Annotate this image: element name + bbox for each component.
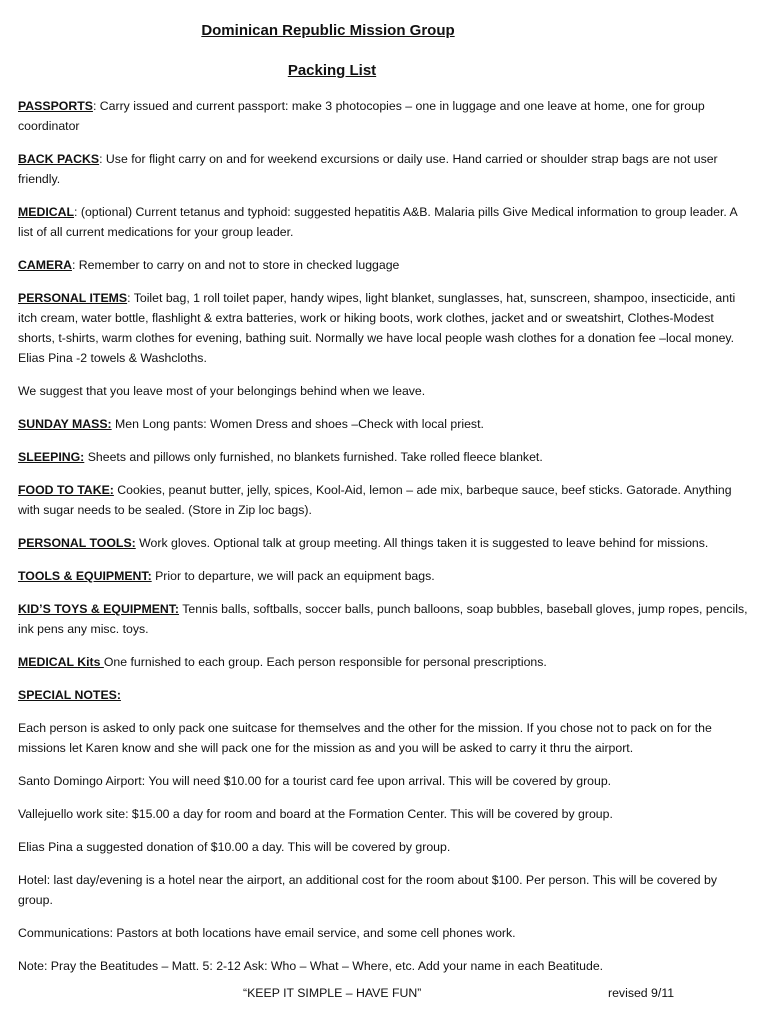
note-leave-belongings [18,381,753,401]
section-text: Communications: Pastors at both locations have email service, and some cell phones work. [18,926,516,940]
note-communications [18,923,753,943]
section-text: Cookies, peanut butter, jelly, spices, Kool-Aid, lemon – ade mix, barbeque sauce, beef sticks. Gatorade. Anything with sugar needs to be sealed. (Store in Zip loc bags). [18,483,732,517]
section-text: We suggest that you leave most of your belongings behind when we leave. [18,384,426,398]
section-food-to-take [18,480,753,520]
section-medical [18,202,753,242]
section-special-notes [18,685,753,705]
section-text: Men Long pants: Women Dress and shoes –Check with local priest. [111,417,484,431]
section-label: SUNDAY MASS: [18,417,112,431]
section-label: TOOLS & EQUIPMENT: [18,569,152,583]
section-label: SPECIAL NOTES: [18,688,121,702]
note-elias-pina [18,837,753,857]
section-sunday-mass [18,414,753,434]
section-label: PASSPORTS [18,99,93,113]
section-text: Elias Pina a suggested donation of $10.00 a day. This will be covered by group. [18,840,451,854]
section-label: PERSONAL ITEMS [18,291,128,305]
document-body [18,96,753,989]
section-text: : Use for flight carry on and for weekend excursions or daily use. Hand carried or shoulder strap bags are not user friendly. [18,152,718,186]
section-personal-tools [18,533,753,553]
section-label: PERSONAL TOOLS: [18,536,136,550]
section-personal-items [18,288,753,368]
section-label: CAMERA [18,258,72,272]
revision-note: revised 9/11 [608,986,675,1000]
section-text: : Toilet bag, 1 roll toilet paper, handy wipes, light blanket, sunglasses, hat, sunscreen, shampoo, insecticide, anti itch cream, water bottle, flashlight & extra batteries, work or hiking boots, work clothes, jacket and or sweatshirt, Clothes-Modest shorts, t-shirts, warm clothes for evening, bathing suit. Normally we have local people wash clothes for a donation fee –local money. Elias Pina -2 towels & Washcloths. [18,291,736,365]
footer-motto: “KEEP IT SIMPLE – HAVE FUN” [243,986,422,1000]
note-hotel [18,870,753,910]
section-back-packs [18,149,753,189]
section-label: MEDICAL [18,205,75,219]
section-text: One furnished to each group. Each person responsible for personal prescriptions. [103,655,547,669]
section-label: FOOD TO TAKE: [18,483,114,497]
section-text: Santo Domingo Airport: You will need $10.00 for a tourist card fee upon arrival. This will be covered by group. [18,774,612,788]
section-sleeping [18,447,753,467]
section-camera [18,255,753,275]
section-text: Each person is asked to only pack one suitcase for themselves and the other for the mission. If you chose not to pack on for the missions let Karen know and she will pack one for the mission as and you will be asked to carry it thru the airport. [18,721,712,755]
section-text: Hotel: last day/evening is a hotel near the airport, an additional cost for the room about $100. Per person. This will be covered by group. [18,873,718,907]
section-text: : (optional) Current tetanus and typhoid: suggested hepatitis A&B. Malaria pills Give Medical information to group leader. A list of all current medications for your group leader. [18,205,738,239]
section-label: BACK PACKS [18,152,100,166]
note-suitcase [18,718,753,758]
note-beatitudes [18,956,753,976]
section-label: MEDICAL Kits [18,655,104,669]
section-text: Work gloves. Optional talk at group meeting. All things taken it is suggested to leave behind for missions. [135,536,709,550]
section-medical-kits [18,652,753,672]
document-title: Dominican Republic Mission Group [201,22,455,39]
section-text: Sheets and pillows only furnished, no blankets furnished. Take rolled fleece blanket. [84,450,543,464]
section-text: : Remember to carry on and not to store in checked luggage [71,258,400,272]
section-label: KID’S TOYS & EQUIPMENT: [18,602,180,616]
section-text: Tennis balls, softballs, soccer balls, punch balloons, soap bubbles, baseball gloves, jump ropes, pencils, ink pens any misc. toys. [18,602,748,636]
section-text: : Carry issued and current passport: make 3 photocopies – one in luggage and one leave at home, one for group coordinator [18,99,705,133]
document-subtitle: Packing List [287,62,377,79]
note-airport-fee [18,771,753,791]
section-label: SLEEPING: [18,450,85,464]
section-text: Prior to departure, we will pack an equipment bags. [151,569,435,583]
section-tools-equipment [18,566,753,586]
section-passports [18,96,753,136]
section-text: Note: Pray the Beatitudes – Matt. 5: 2-12 Ask: Who – What – Where, etc. Add your name in each Beatitude. [18,959,604,973]
section-kids-toys [18,599,753,639]
section-text: Vallejuello work site: $15.00 a day for room and board at the Formation Center. This will be covered by group. [18,807,613,821]
note-work-site [18,804,753,824]
